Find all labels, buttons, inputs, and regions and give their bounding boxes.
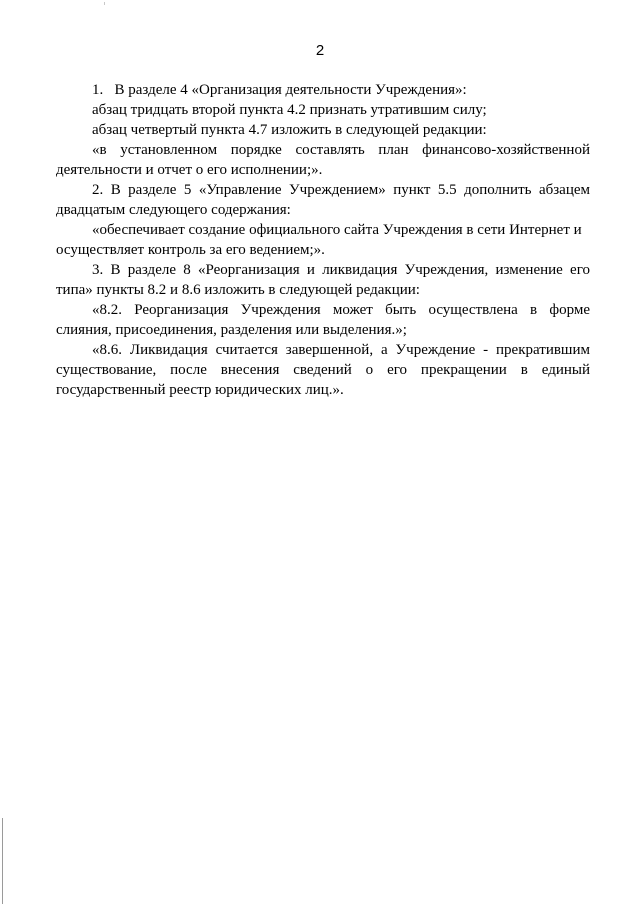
paragraph-section-5: 2. В разделе 5 «Управление Учреждением» пункт 5.5 дополнить абзацем двадцатым следующего содержания: (56, 182, 590, 218)
paragraph-4-7: абзац четвертый пункта 4.7 изложить в следующей редакции: (92, 122, 487, 138)
paragraph-8-2-text: «8.2. Реорганизация Учреждения может быть осуществлена в форме слияния, присоединения, разделения или выделения.»; (56, 302, 590, 338)
page-number: 2 (315, 42, 325, 59)
paragraph-4-2: абзац тридцать второй пункта 4.2 признать утратившим силу; (92, 102, 487, 118)
paragraph-4-7-text: «в установленном порядке составлять план финансово-хозяйственной деятельности и отчет о его исполнении;». (56, 142, 590, 178)
document-body (56, 80, 590, 400)
scan-artifact-top (104, 2, 105, 5)
paragraph-5-5-text: «обеспечивает создание официального сайта Учреждения в сети Интернет и осуществляет контроль за его ведением;». (56, 222, 582, 258)
scan-artifact-edge (2, 818, 6, 904)
paragraph-section-8: 3. В разделе 8 «Реорганизация и ликвидация Учреждения, изменение его типа» пункты 8.2 и 8.6 изложить в следующей редакции: (56, 262, 590, 298)
paragraph-section-4-heading: 1. В разделе 4 «Организация деятельности Учреждения»: (92, 82, 467, 98)
paragraph-8-6-text: «8.6. Ликвидация считается завершенной, а Учреждение - прекратившим существование, после внесения сведений о его прекращении в единый государственный реестр юридических лиц.». (56, 342, 590, 398)
